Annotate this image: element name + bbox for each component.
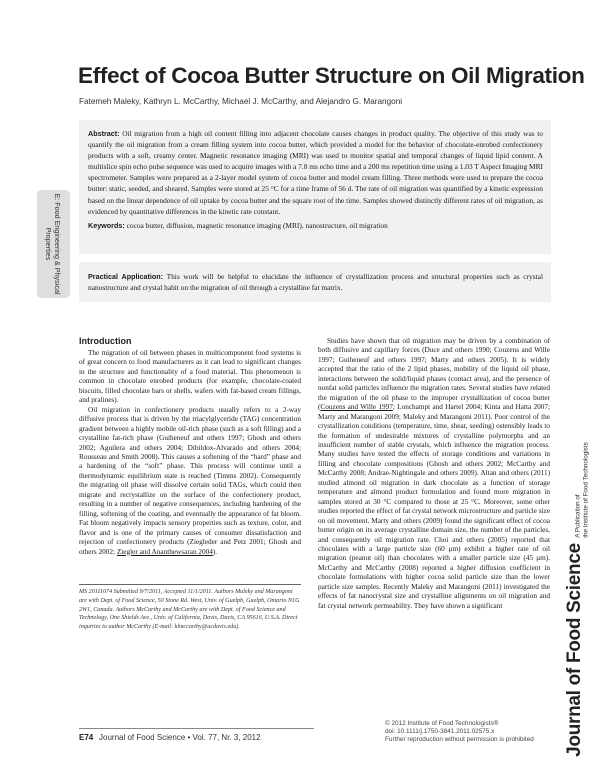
author-list: Fatemeh Maleky, Kathryn L. McCarthy, Michael J. McCarthy, and Alejandro G. Marangoni xyxy=(79,97,403,106)
journal-footer: Journal of Food Science • Vol. 77, Nr. 3, 2012 xyxy=(99,733,261,742)
reproduction-notice: Further reproduction without permission is prohibited xyxy=(385,736,534,744)
intro-paragraph-2-text: Oil migration in confectionery products usually refers to a 2-way diffusive process that is driven by the triacylglyceride (TAG) concentration gradient between a highly mobile oil-rich phase (such as a soft filling) and a crystalline fat-rich phase (Guiheneuf and others 1997; Ghosh and others 2002; Aguilera and others 2004; Dibildox-Alvarado and others 2004; Rousseau and Smith 2008). This causes a softening of the “hard” phase and a hardening of the “soft” phase. This process will continue until a thermodynamic equilibrium state is reached (Timms 2002). Consequently the migrating oil phase will dissolve certain solid TAGs, which could then migrate and recrystallize on the surface of the confectionery product, resulting in a number of negative consequences, including hardening of the filling, softening of the coating, and eventually the appearance of fat bloom. Fat bloom negatively impacts sensory properties such as texture, color, and flavor and is one of the primary causes of consumer dissatisfaction and rejection of confectionery products (Ziegleder and Petz 2001; Ghosh and others 2002; xyxy=(79,405,301,556)
right-paragraph xyxy=(318,337,550,611)
footnote-divider xyxy=(79,584,301,585)
page-number: E74 xyxy=(79,733,94,742)
footer-divider xyxy=(79,728,314,729)
right-text-a: Studies have shown that oil migration may be driven by a combination of both diffusive and capillary forces (Duce and others 1990; Couzens and Wille 1997; Guiheneuf and others 1997; Marty and others 2005). It is widely accepted that the ratio of the 2 lipid phases, mobility of the liquid oil phase, interactions between the solid/liquid phases (contact area), and the presence of nonfat solid particles influence the migration rates. Several studies have related the migration of the oil phase to the improper crystallization of cocoa butter ( xyxy=(318,337,550,412)
doi-line[interactable]: doi: 10.1111/j.1750-3841.2011.02575.x xyxy=(385,728,495,736)
copyright-line: © 2012 Institute of Food Technologists® xyxy=(385,720,499,727)
abstract-box xyxy=(79,120,551,254)
publisher-note xyxy=(575,442,590,537)
manuscript-footnote: MS 20111074 Submitted 9/7/2011, Accepted 11/1/2011. Authors Maleky and Marangoni are with Dept. of Food Science, 50 Stone Rd. West, Univ. of Guelph, Guelph, Ontario N1G 2W1, Canada. Authors McCarthy and McCarthy are with Dept. of Food Science and Technology, One Shields Ave., Univ. of California, Davis, Davis, CA 95616, U.S.A. Direct inquiries to author McCarthy (E-mail: klmccarthy@ucdavis.edu). xyxy=(79,589,300,631)
publisher-note-line-1: A Publication of xyxy=(574,494,582,538)
practical-application-text: This work will be helpful to elucidate the influence of crystallization process and structural properties such as crystal nanostructure and crystal habit on the migration of oil through a crystalline fat matrix. xyxy=(88,272,544,293)
journal-logo-vertical: Journal of Food Science xyxy=(564,543,585,757)
paper-title: Effect of Cocoa Butter Structure on Oil Migration xyxy=(78,63,585,88)
citation-link-couzens[interactable]: Couzens and Wille 1997 xyxy=(320,403,393,412)
intro-paragraph-1: The migration of oil between phases in multicomponent food systems is of great concern to food manufacturers as it can lead to significant changes in the structure and functionality of a food material. This phenomenon is common in chocolate enrobed products (for example, chocolate-coated biscuits, filled chocolate bars or shells, wafers with fat-based cream fillings, and pralines). xyxy=(79,349,301,405)
publisher-note-line-2: the Institute of Food Technologists xyxy=(582,442,589,538)
keywords-label: Keywords: xyxy=(88,220,125,230)
practical-application-box xyxy=(79,262,551,302)
section-side-tab-label: E: Food Engineering & Physical Properties xyxy=(44,193,62,295)
keywords-text: cocoa butter, diffusion, magnetic resonance imaging (MRI), nanostructure, oil migration xyxy=(126,220,388,230)
abstract-label: Abstract: xyxy=(88,129,120,138)
citation-link-ziegler[interactable]: Ziegler and Ananthewsaran 2004 xyxy=(116,547,213,556)
intro-paragraph-2-end: ). xyxy=(212,547,218,556)
right-column xyxy=(318,337,550,611)
intro-paragraph-2 xyxy=(79,406,301,557)
abstract-text: Oil migration from a high oil content filling into adjacent chocolate causes changes in product quality. The objective of this study was to quantify the oil migration from a cream filling system into cocoa butter, which provided a model for the behavior of chocolate-enrobed confectionery products with a soft, creamy center. Magnetic resonance imaging (MRI) was used to monitor spatial and temporal changes of liquid lipid content. A multislice spin echo pulse sequence was used to acquire images with a 7.8 ms echo time and a 200 ms repetition time using a 1.03 T Aspect Imaging MRI spectrometer. Samples were prepared as a 2-layer model system of cocoa butter and model cream filling. Three methods were used to prepare the cocoa butter: static, seeded, and sheared. Samples were stored at 25 °C for a time frame of 56 d. The rate of oil migration was quantified by a kinetic expression based on the linear dependence of oil uptake by cocoa butter and the square root of the time. Samples showed distinctly different rates of oil migration, as evidenced by quantitative differences in the kinetic rate constant. xyxy=(88,129,543,216)
keywords-line xyxy=(88,220,543,231)
left-column xyxy=(79,349,301,557)
introduction-heading: Introduction xyxy=(79,336,132,346)
copyright-block xyxy=(385,720,560,744)
right-text-b: ; Lonchampt and Hartel 2004; Kinta and Hatta 2007; Marty and Marangoni 2009; Maleky and Marangoni 2011). Poor control of the crystallization conditions (temperature, time, shear, seeding) ostensibly leads to the formation of undesirable mixtures of crystalline polymorphs and an insufficient number of stable crystals, which influence the migration process. Many studies have tested the effects of storage conditions and variations in filling and chocolate compositions (Ghosh and others 2002; McCarthy and McCarthy 2008; Andrae-Nightingale and others 2009). Altan and others (2011) studied almond oil migration in dark chocolate as a function of storage temperature and almond product formulation and found more migration in samples stored at 30 °C compared to those at 25 °C. Moreover, some other studies reported the effect of fat crystal network microstructure and particle size on oil movement. Marty and others (2009) found the significant effect of cocoa butter origin on its average crystalline domain size, the number of the particles, and consequently oil migration rate. Choi and others (2005) reported that chocolates with a large particle size (60 μm) exhibit a higher rate of oil migration (peanut oil) than chocolates with a smaller particle size (45 μm). McCarthy and McCarthy (2008) reported a higher diffusion coefficient in chocolate formulations with higher cocoa solid particle size than the lower particle size samples. Recently Maleky and Marangoni (2011) investigated the effects of fat nanocrystal size and crystalline alignments on oil migration and fat crystal network permeability. They have shown a significant xyxy=(318,403,550,610)
practical-application-label: Practical Application: xyxy=(88,272,164,281)
